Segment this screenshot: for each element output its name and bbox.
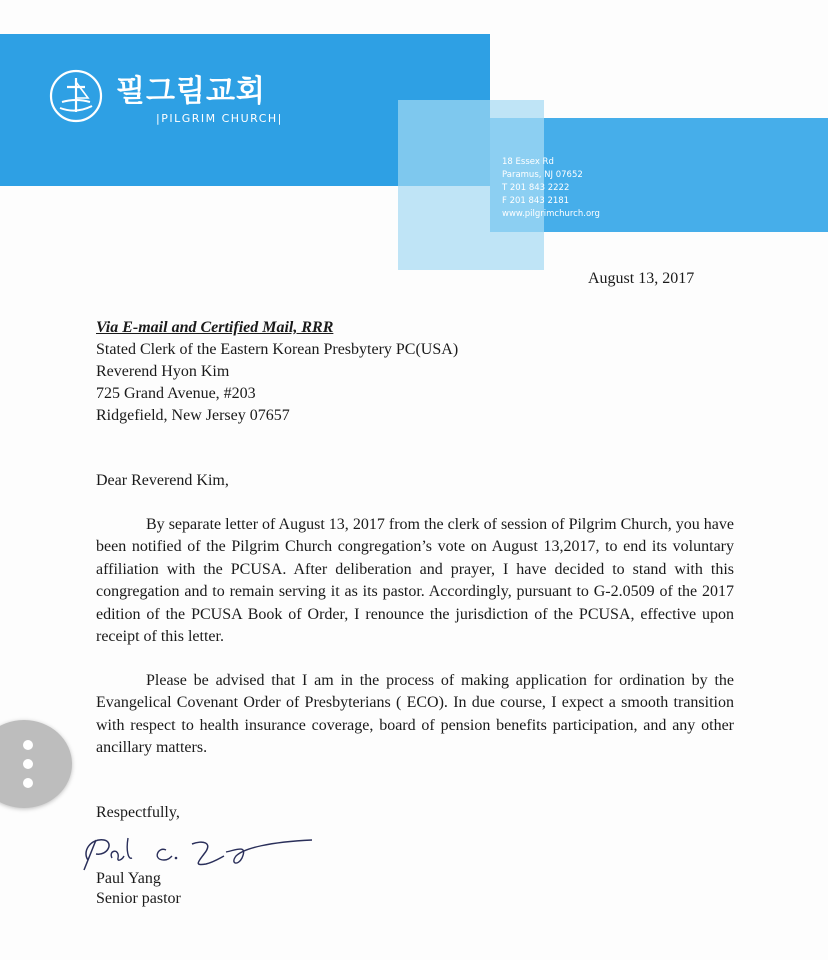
letter-date: August 13, 2017 [588,270,695,287]
recipient-line: Ridgefield, New Jersey 07657 [96,407,290,424]
address-phone: T 201 843 2222 [502,183,570,193]
recipient-block [96,317,458,427]
salutation: Dear Reverend Kim, [96,472,229,489]
letterhead-overlap-block [398,100,490,186]
closing: Respectfully, [96,804,180,821]
church-logo-icon [48,68,104,124]
recipient-line: Stated Clerk of the Eastern Korean Presbytery PC(USA) [96,341,459,358]
body-paragraph: Please be advised that I am in the process of making application for ordination by the Evangelical Covenant Order of Presbyterians ( ECO). In due course, I expect a smooth transition with respect to health insurance coverage, board of pension benefits participation, and any other ancillary matters. [96,672,734,757]
address-fax: F 201 843 2181 [502,196,570,206]
church-name-korean: 필그림교회 [116,74,266,109]
address-street: 18 Essex Rd [502,157,554,167]
delivery-method: Via E-mail and Certified Mail, RRR [96,319,334,336]
body-paragraph: By separate letter of August 13, 2017 from the clerk of session of Pilgrim Church, you have been notified of the Pilgrim Church congregation’s vote on August 13,2017, to end its voluntary affiliation with the PCUSA. After deliberation and prayer, I have decided to stand with this congregation and to remain serving it as its pastor. Accordingly, pursuant to G-2.0509 of the 2017 edition of the PCUSA Book of Order, I renounce the jurisdiction of the PCUSA, effective upon receipt of this letter. [96,516,734,646]
signer-name: Paul Yang [96,870,161,887]
recipient-line: 725 Grand Avenue, #203 [96,385,256,402]
signer-title: Senior pastor [96,890,181,907]
church-name-english: |PILGRIM CHURCH| [156,112,283,125]
church-contact-info [502,156,600,221]
recipient-line: Reverend Hyon Kim [96,363,230,380]
address-website: www.pilgrimchurch.org [502,209,600,219]
signature-image [74,830,324,874]
address-city: Paramus, NJ 07652 [502,170,583,180]
